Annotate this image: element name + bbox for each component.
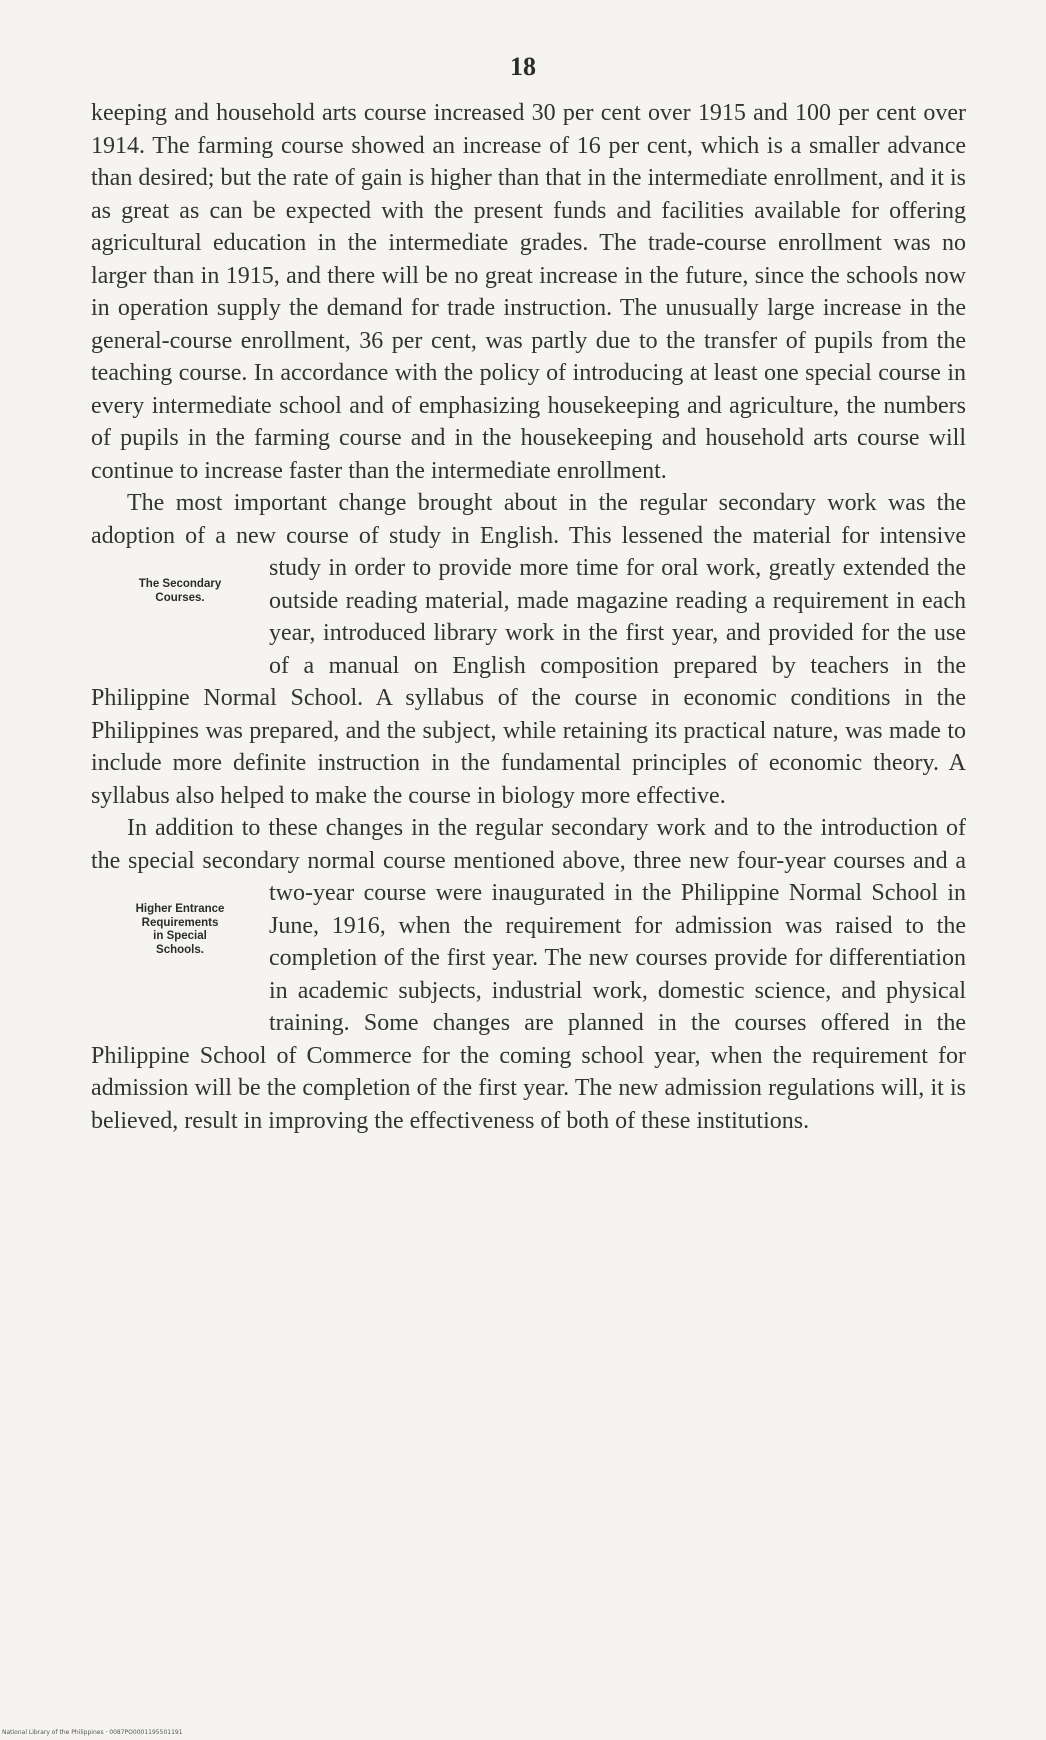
sidenote-line: Courses. <box>155 591 205 604</box>
sidenote-line: The Secondary <box>138 578 222 590</box>
paragraph-1: keeping and household arts course increased 30 per cent over 1915 and 100 per cent over 1914. The farming course showed an increase of 16 per cent, which is a smaller advance than desired; but the rate of gain is higher than that in the intermediate enrollment, and it is as great as can be expected with the present funds and facilities available for offering agricultural education in the intermediate grades. The trade-course enrollment was no larger than in 1915, and there will be no great increase in the future, since the schools now in operation supply the demand for trade instruction. The unusually large increase in the general-course enrollment, 36 per cent, was partly due to the transfer of pupils from the teaching course. In accordance with the policy of introducing at least one special course in every intermediate school and of emphasizing housekeeping and agriculture, the numbers of pupils in the farming course and in the housekeeping and household arts course will continue to increase faster than the intermediate enrollment. <box>91 100 966 484</box>
sidenote-higher-entrance <box>91 877 269 1008</box>
sidenote-line: Higher Entrance <box>135 903 225 915</box>
paragraph-2-lead: The most important change brought about in the regular secondary work was the adoption of a new course of study in English. This lessened the material for intensive study in order <box>91 490 966 581</box>
sidenote-secondary-courses <box>91 552 269 650</box>
page-number: 18 <box>510 52 536 81</box>
footer-credit: National Library of the Philippines · 0087PO0001195501191 <box>2 1729 183 1736</box>
paragraph-3 <box>91 812 966 1137</box>
sidenote-line: in Special <box>153 930 207 942</box>
paragraph-3-lead: In addition to these changes in the regular secondary work and to the introduction of the special secondary normal course mentioned above, three new four-year courses and a two-year course <box>91 815 966 906</box>
sidenote-line: Schools. <box>156 943 204 956</box>
paragraph-2 <box>91 487 966 812</box>
body-text <box>91 97 966 1137</box>
paragraph-3-rest: were inaugurated in the Philippine Normal School in June, 1916, when the requirement for admission was raised to the completion of the first year. The new courses provide for differentiation in academic subjects, industrial work, domestic science, and physical training. Some changes are planned in the courses offered in the Philippine School of Commerce for the coming school year, when the requirement for admission will be the completion of the first year. The new admission regulations will, it is believed, result in improving the effectiveness of both of these institutions. <box>91 880 967 1134</box>
sidenote-line: Requirements <box>141 916 219 929</box>
paragraph-2-rest: to provide more time for oral work, greatly extended the outside reading material, made magazine reading a requirement in each year, introduced library work in the first year, and provided for the use of a manual on English composition prepared by teachers in the Philippine Normal School. A syllabus of the course in economic conditions in the Philippines was prepared, and the subject, while retaining its practical nature, was made to include more definite instruction in the fundamental principles of economic theory. A syllabus also helped to make the course in biology more effective. <box>91 555 967 809</box>
